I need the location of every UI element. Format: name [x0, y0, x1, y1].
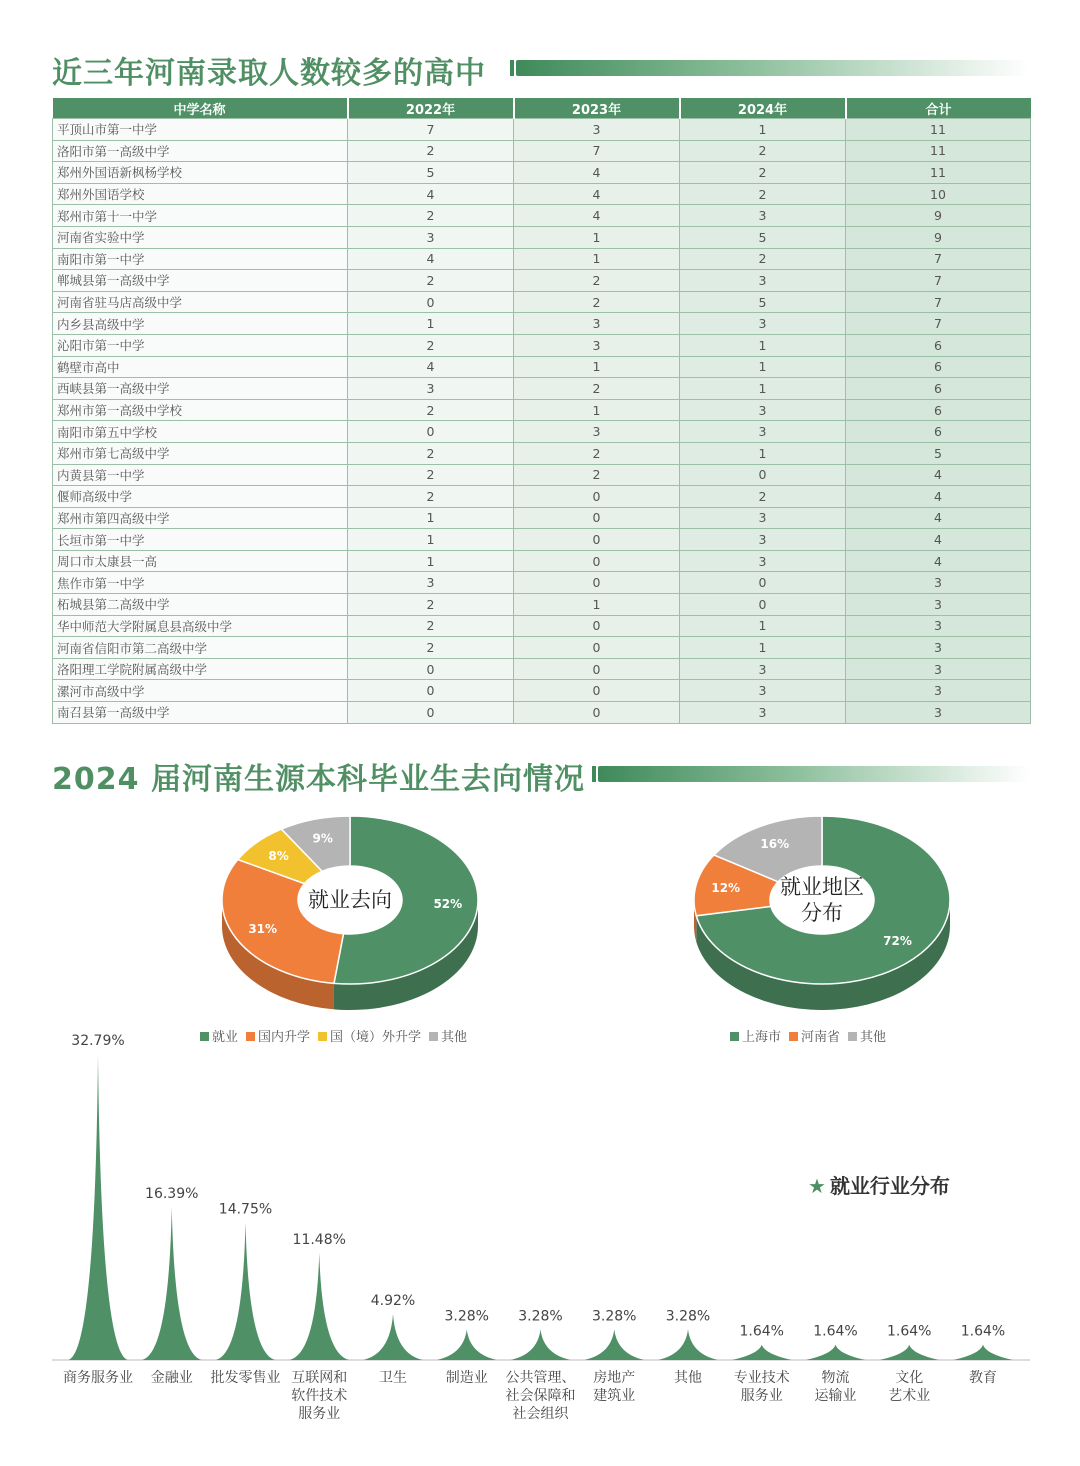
table-cell: 3 — [680, 680, 846, 702]
table-row — [53, 248, 1031, 270]
table-row — [53, 507, 1031, 529]
table-cell: 1 — [348, 507, 514, 529]
industry-value-label: 3.28% — [518, 1308, 563, 1325]
table-cell: 1 — [348, 550, 514, 572]
industry-category-label: 房地产 — [593, 1370, 636, 1386]
donut-label-0: 72% — [883, 933, 912, 948]
legend-label: 河南省 — [801, 1030, 841, 1045]
industry-category-label: 批发零售业 — [210, 1370, 281, 1386]
legend-label: 国内升学 — [258, 1030, 311, 1045]
table-cell: 7 — [846, 270, 1031, 292]
table-cell: 2 — [348, 270, 514, 292]
industry-spike-0 — [68, 1054, 128, 1360]
industry-category-label: 建筑业 — [593, 1388, 636, 1404]
table-cell: 6 — [846, 378, 1031, 400]
industry-value-label: 4.92% — [370, 1293, 416, 1310]
table-cell: 4 — [348, 183, 514, 205]
legend-label: 国（境）外升学 — [330, 1030, 422, 1045]
table-row — [53, 529, 1031, 551]
legend-label: 就业 — [212, 1030, 239, 1045]
table-cell: 0 — [514, 507, 680, 529]
table-row — [53, 464, 1031, 486]
table-cell: 4 — [514, 205, 680, 227]
table-cell: 2 — [348, 399, 514, 421]
table-cell: 0 — [514, 615, 680, 637]
table-cell: 4 — [846, 507, 1031, 529]
industry-spike-5 — [437, 1329, 497, 1360]
employment-destination-donut — [200, 800, 500, 1025]
industry-distribution-chart — [0, 1010, 1080, 1450]
table-row — [53, 658, 1031, 680]
table-cell: 3 — [846, 637, 1031, 659]
school-name-cell: 南阳市第一中学 — [53, 248, 348, 270]
table-cell: 4 — [348, 356, 514, 378]
table-row — [53, 378, 1031, 400]
table-cell: 0 — [514, 637, 680, 659]
table-cell: 3 — [348, 378, 514, 400]
table-cell: 5 — [680, 291, 846, 313]
school-name-cell: 鹤壁市高中 — [53, 356, 348, 378]
industry-spike-8 — [658, 1329, 718, 1360]
table-cell: 2 — [348, 140, 514, 162]
table-cell: 1 — [680, 119, 846, 141]
school-name-cell: 河南省信阳市第二高级中学 — [53, 637, 348, 659]
table-header-cell: 合计 — [846, 98, 1031, 119]
table-row — [53, 313, 1031, 335]
table-row — [53, 270, 1031, 292]
industry-category-label: 文化 — [895, 1370, 924, 1386]
table-row — [53, 183, 1031, 205]
industry-value-label: 11.48% — [292, 1231, 346, 1248]
table-cell: 3 — [846, 680, 1031, 702]
table-cell: 3 — [846, 594, 1031, 616]
title-decor-bar — [516, 60, 1030, 76]
school-name-cell: 平顶山市第一中学 — [53, 119, 348, 141]
table-cell: 1 — [680, 442, 846, 464]
table-row — [53, 550, 1031, 572]
table-header-cell: 中学名称 — [53, 98, 348, 119]
table-cell: 1 — [680, 356, 846, 378]
legend-label: 上海市 — [742, 1030, 782, 1045]
school-name-cell: 漯河市高级中学 — [53, 680, 348, 702]
table-cell: 4 — [846, 464, 1031, 486]
table-cell: 0 — [348, 702, 514, 724]
table-header-row — [53, 98, 1031, 119]
school-name-cell: 郑州外国语学校 — [53, 183, 348, 205]
table-cell: 1 — [514, 226, 680, 248]
industry-category-label: 运输业 — [814, 1388, 857, 1404]
school-name-cell: 洛阳市第一高级中学 — [53, 140, 348, 162]
school-name-cell: 内乡县高级中学 — [53, 313, 348, 335]
table-cell: 3 — [348, 572, 514, 594]
school-name-cell: 南阳市第五中学校 — [53, 421, 348, 443]
table-cell: 0 — [348, 421, 514, 443]
school-name-cell: 河南省实验中学 — [53, 226, 348, 248]
industry-spike-6 — [511, 1329, 571, 1360]
schools-table — [52, 98, 1031, 724]
table-cell: 4 — [846, 486, 1031, 508]
table-cell: 0 — [514, 680, 680, 702]
table-cell: 0 — [514, 529, 680, 551]
industry-spike-11 — [879, 1345, 939, 1360]
industry-category-label: 物流 — [821, 1370, 850, 1386]
legend-label: 其他 — [860, 1030, 887, 1045]
industry-category-label: 社会保障和 — [505, 1388, 576, 1404]
table-cell: 9 — [846, 226, 1031, 248]
industry-value-label: 1.64% — [813, 1323, 858, 1340]
table-cell: 5 — [680, 226, 846, 248]
table-cell: 1 — [348, 313, 514, 335]
table-cell: 1 — [514, 248, 680, 270]
table-cell: 2 — [514, 291, 680, 313]
table-cell: 3 — [680, 507, 846, 529]
school-name-cell: 内黄县第一中学 — [53, 464, 348, 486]
table-cell: 1 — [348, 529, 514, 551]
school-name-cell: 郑州市第十一中学 — [53, 205, 348, 227]
industry-category-label: 商务服务业 — [63, 1370, 133, 1386]
legend-label: 其他 — [441, 1030, 468, 1045]
table-row — [53, 205, 1031, 227]
industry-category-label: 社会组织 — [512, 1406, 569, 1422]
table-cell: 3 — [514, 421, 680, 443]
table-cell: 3 — [846, 615, 1031, 637]
school-name-cell: 郑州市第四高级中学 — [53, 507, 348, 529]
table-cell: 3 — [514, 334, 680, 356]
table-cell: 2 — [680, 486, 846, 508]
table-cell: 7 — [514, 140, 680, 162]
industry-value-label: 32.79% — [71, 1032, 125, 1049]
industry-spike-7 — [584, 1329, 644, 1360]
table-cell: 3 — [680, 702, 846, 724]
table-cell: 1 — [514, 356, 680, 378]
table-cell: 3 — [680, 421, 846, 443]
industry-spike-1 — [142, 1207, 202, 1360]
table-row — [53, 702, 1031, 724]
table-cell: 2 — [348, 637, 514, 659]
table-cell: 2 — [348, 442, 514, 464]
school-name-cell: 沁阳市第一中学 — [53, 334, 348, 356]
table-cell: 0 — [348, 658, 514, 680]
table-row — [53, 421, 1031, 443]
table-cell: 2 — [680, 140, 846, 162]
table-cell: 0 — [514, 550, 680, 572]
table-cell: 2 — [348, 205, 514, 227]
table-cell: 5 — [846, 442, 1031, 464]
employment-region-donut — [672, 800, 972, 1025]
table-cell: 7 — [348, 119, 514, 141]
industry-category-label: 卫生 — [379, 1370, 407, 1386]
industry-value-label: 1.64% — [960, 1323, 1006, 1340]
table-cell: 3 — [680, 270, 846, 292]
industry-category-label: 软件技术 — [291, 1388, 348, 1404]
table-cell: 1 — [514, 594, 680, 616]
table-cell: 2 — [348, 334, 514, 356]
table-cell: 2 — [514, 270, 680, 292]
table-cell: 11 — [846, 119, 1031, 141]
table-cell: 1 — [680, 334, 846, 356]
table-header-cell: 2022年 — [348, 98, 514, 119]
donut-center-title: 就业地区 — [780, 875, 864, 899]
table-header-cell: 2023年 — [514, 98, 680, 119]
table-cell: 6 — [846, 421, 1031, 443]
table-cell: 0 — [348, 291, 514, 313]
industry-spike-9 — [732, 1345, 792, 1360]
table-cell: 2 — [348, 486, 514, 508]
table-cell: 2 — [514, 464, 680, 486]
industry-category-label: 互联网和 — [291, 1370, 348, 1386]
table-cell: 0 — [514, 572, 680, 594]
table-cell: 3 — [680, 529, 846, 551]
table-cell: 6 — [846, 399, 1031, 421]
school-name-cell: 郑州市第七高级中学 — [53, 442, 348, 464]
school-name-cell: 华中师范大学附属息县高级中学 — [53, 615, 348, 637]
table-cell: 11 — [846, 162, 1031, 184]
donut-label-2: 8% — [268, 849, 289, 864]
table-cell: 3 — [846, 572, 1031, 594]
table-cell: 2 — [514, 378, 680, 400]
table-cell: 4 — [348, 248, 514, 270]
table-cell: 2 — [348, 594, 514, 616]
industry-value-label: 3.28% — [592, 1308, 637, 1325]
table-cell: 11 — [846, 140, 1031, 162]
table-cell: 3 — [680, 205, 846, 227]
industry-value-label: 3.28% — [444, 1308, 489, 1325]
table-header-cell: 2024年 — [680, 98, 846, 119]
table-cell: 0 — [514, 486, 680, 508]
table-cell: 0 — [680, 464, 846, 486]
table-cell: 0 — [680, 572, 846, 594]
table-cell: 3 — [514, 119, 680, 141]
table-row — [53, 637, 1031, 659]
table-row — [53, 442, 1031, 464]
industry-value-label: 14.75% — [218, 1201, 273, 1218]
table-row — [53, 140, 1031, 162]
table-cell: 3 — [680, 550, 846, 572]
table-cell: 0 — [348, 680, 514, 702]
industry-value-label: 3.28% — [665, 1308, 711, 1325]
table-cell: 2 — [348, 615, 514, 637]
table-cell: 2 — [348, 464, 514, 486]
table-cell: 4 — [846, 529, 1031, 551]
industry-value-label: 16.39% — [145, 1186, 199, 1203]
industry-category-label: 其他 — [674, 1370, 702, 1386]
table-cell: 0 — [514, 702, 680, 724]
destination-section-title: 2024 届河南生源本科毕业生去向情况 — [52, 762, 585, 797]
table-section-title: 近三年河南录取人数较多的高中 — [52, 56, 486, 91]
table-cell: 7 — [846, 248, 1031, 270]
industry-category-label: 服务业 — [740, 1388, 783, 1404]
table-row — [53, 291, 1031, 313]
table-cell: 2 — [680, 248, 846, 270]
school-name-cell: 河南省驻马店高级中学 — [53, 291, 348, 313]
table-cell: 9 — [846, 205, 1031, 227]
table-cell: 1 — [680, 615, 846, 637]
star-icon: ★ — [808, 1174, 826, 1198]
table-cell: 4 — [514, 162, 680, 184]
school-name-cell: 西峡县第一高级中学 — [53, 378, 348, 400]
school-name-cell: 郸城县第一高级中学 — [53, 270, 348, 292]
school-name-cell: 郑州外国语新枫杨学校 — [53, 162, 348, 184]
donut-label-1: 31% — [248, 922, 278, 937]
industry-category-label: 金融业 — [150, 1370, 193, 1386]
table-cell: 3 — [680, 313, 846, 335]
donut-center-title: 就业去向 — [308, 888, 392, 912]
donut-label-2: 16% — [760, 836, 790, 851]
industry-category-label: 专业技术 — [733, 1370, 790, 1386]
table-row — [53, 594, 1031, 616]
table-row — [53, 615, 1031, 637]
table-cell: 2 — [680, 183, 846, 205]
table-cell: 2 — [680, 162, 846, 184]
table-cell: 7 — [846, 291, 1031, 313]
table-cell: 10 — [846, 183, 1031, 205]
table-cell: 6 — [846, 334, 1031, 356]
industry-spike-10 — [806, 1345, 866, 1360]
industry-chart-title-text: 就业行业分布 — [829, 1174, 950, 1198]
table-cell: 6 — [846, 356, 1031, 378]
table-cell: 1 — [514, 399, 680, 421]
table-cell: 0 — [514, 658, 680, 680]
table-row — [53, 119, 1031, 141]
title-decor-bar-2 — [598, 766, 1030, 782]
table-cell: 7 — [846, 313, 1031, 335]
table-row — [53, 680, 1031, 702]
table-cell: 3 — [846, 658, 1031, 680]
school-name-cell: 郑州市第一高级中学校 — [53, 399, 348, 421]
table-cell: 0 — [680, 594, 846, 616]
table-row — [53, 572, 1031, 594]
school-name-cell: 偃师高级中学 — [53, 486, 348, 508]
table-row — [53, 226, 1031, 248]
donut-center-title: 分布 — [801, 901, 843, 925]
table-cell: 3 — [348, 226, 514, 248]
industry-value-label: 1.64% — [739, 1323, 784, 1340]
school-name-cell: 周口市太康县一高 — [53, 550, 348, 572]
table-cell: 3 — [514, 313, 680, 335]
table-row — [53, 334, 1031, 356]
table-cell: 3 — [846, 702, 1031, 724]
donut-label-1: 12% — [711, 881, 741, 896]
table-row — [53, 399, 1031, 421]
industry-category-label: 艺术业 — [888, 1388, 931, 1404]
school-name-cell: 焦作市第一中学 — [53, 572, 348, 594]
table-cell: 1 — [680, 378, 846, 400]
table-cell: 3 — [680, 399, 846, 421]
table-cell: 2 — [514, 442, 680, 464]
table-cell: 3 — [680, 658, 846, 680]
table-row — [53, 162, 1031, 184]
industry-spike-12 — [953, 1345, 1013, 1360]
school-name-cell: 洛阳理工学院附属高级中学 — [53, 658, 348, 680]
donut-label-0: 52% — [433, 897, 463, 912]
industry-category-label: 制造业 — [445, 1370, 488, 1386]
table-cell: 4 — [514, 183, 680, 205]
table-cell: 5 — [348, 162, 514, 184]
industry-category-label: 公共管理、 — [505, 1370, 576, 1386]
school-name-cell: 南召县第一高级中学 — [53, 702, 348, 724]
table-row — [53, 356, 1031, 378]
table-row — [53, 486, 1031, 508]
donut-label-3: 9% — [312, 831, 333, 846]
industry-spike-2 — [216, 1222, 276, 1360]
school-name-cell: 长垣市第一中学 — [53, 529, 348, 551]
industry-category-label: 服务业 — [298, 1406, 341, 1422]
table-cell: 4 — [846, 550, 1031, 572]
industry-spike-3 — [289, 1253, 349, 1360]
industry-spike-4 — [363, 1314, 423, 1360]
industry-value-label: 1.64% — [887, 1323, 932, 1340]
industry-category-label: 教育 — [969, 1370, 997, 1386]
school-name-cell: 柘城县第二高级中学 — [53, 594, 348, 616]
table-cell: 1 — [680, 637, 846, 659]
